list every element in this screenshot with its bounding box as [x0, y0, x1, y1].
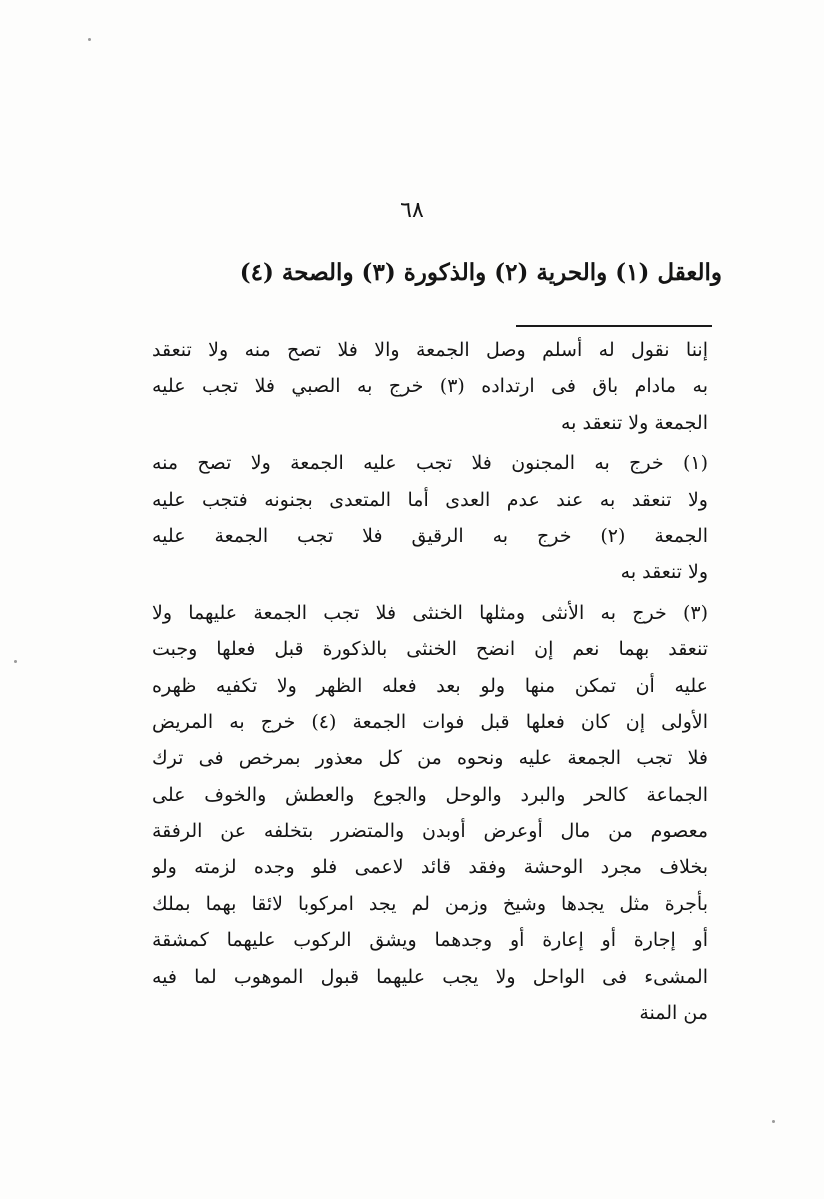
footnotes	[152, 332, 708, 1031]
footnote-line: تنعقد بهما نعم إن انضح الخنثى بالذكورة قبل فعلها وجبت	[152, 638, 708, 661]
footnote-line: الجماعة كالحر والبرد والوحل والجوع والعطش والخوف على	[152, 783, 708, 806]
scan-speck	[88, 38, 91, 41]
footnote-line: (٣) خرج به الأنثى ومثلها الخنثى فلا تجب الجمعة عليهما ولا	[152, 601, 708, 624]
main-text-line: والعقل (١) والحرية (٢) والذكورة (٣) والصحة (٤)	[239, 259, 722, 286]
footnote-paragraph	[152, 332, 708, 441]
footnote-line: إننا نقول له أسلم وصل الجمعة والا فلا تصح منه ولا تنعقد	[152, 339, 708, 361]
footnote-line: أو إجارة أو إعارة أو وجدهما ويشق الركوب عليهما كمشقة	[152, 929, 708, 952]
scan-speck	[772, 1120, 775, 1123]
footnote-line: ولا تنعقد به عند عدم العدى أما المتعدى بجنونه فتجب عليه	[152, 488, 708, 511]
footnote-line: معصوم من مال أوعرض أوبدن والمتضرر بتخلفه عن الرفقة	[152, 820, 708, 843]
footnote-paragraph	[152, 595, 708, 1032]
footnote-separator	[516, 325, 712, 327]
footnote-line: ولا تنعقد به	[620, 561, 708, 584]
footnote-paragraph	[152, 445, 708, 591]
footnote-line: بخلاف مجرد الوحشة وفقد قائد لاعمى فلو وجده لزمته ولو	[152, 856, 708, 879]
footnote-line: المشىء فى الواحل ولا يجب عليهما قبول الموهوب لما فيه	[152, 965, 708, 988]
footnote-line: عليه أن تمكن منها ولو بعد فعله الظهر ولا تكفيه ظهره	[152, 674, 708, 697]
scan-speck	[14, 660, 17, 663]
footnote-line: الجمعة (٢) خرج به الرقيق فلا تجب الجمعة عليه	[152, 524, 708, 547]
footnote-line: (١) خرج به المجنون فلا تجب عليه الجمعة ولا تصح منه	[152, 452, 708, 475]
footnote-line: به مادام باق فى ارتداده (٣) خرج به الصبي فلا تجب عليه	[152, 375, 708, 398]
footnote-line: بأجرة مثل يجدها وشيخ وزمن لم يجد امركوبا لائقا بهما بملك	[152, 892, 708, 915]
footnote-line: الأولى إن كان فعلها قبل فوات الجمعة (٤) خرج به المريض	[152, 710, 708, 733]
footnote-line: من المنة	[639, 1002, 708, 1025]
page-number: ٦٨	[400, 198, 424, 223]
footnote-line: الجمعة ولا تنعقد به	[560, 411, 708, 434]
footnote-line: فلا تجب الجمعة عليه ونحوه من كل معذور بمرخص فى ترك	[152, 747, 708, 770]
